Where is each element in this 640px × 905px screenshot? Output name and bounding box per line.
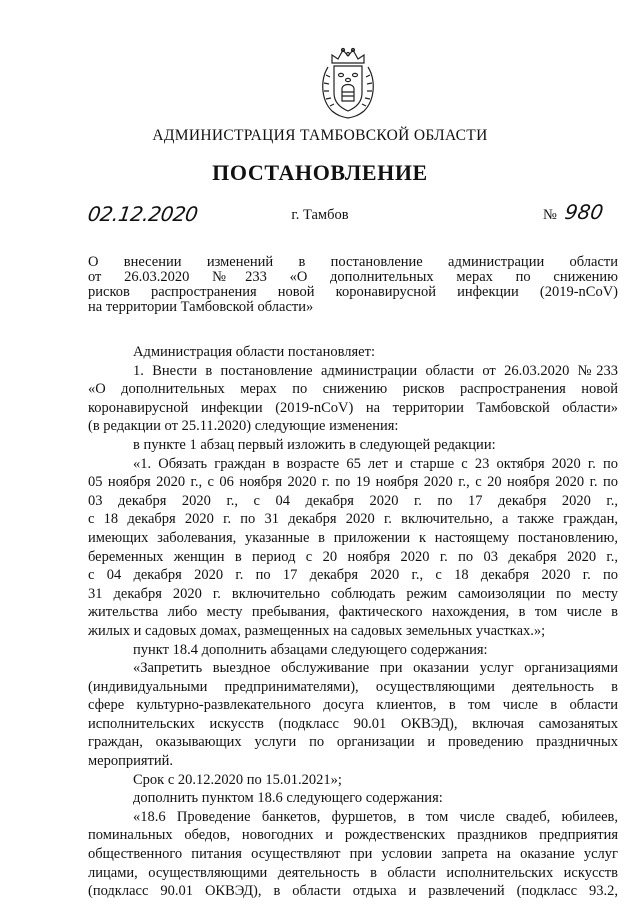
document-subject xyxy=(88,255,618,315)
body-line: 03 декабря 2020 г., с 04 декабря 2020 г. по 17 декабря 2020 г., xyxy=(88,492,618,509)
body-line: жилых и садовых домах, размещенных на садовых земельных участках.»; xyxy=(88,622,546,639)
body-line: граждан, оказывающих услуги по организации и проведению праздничных xyxy=(88,734,618,751)
subject-line: от 26.03.2020 №233 «О дополнительных мерах по снижению xyxy=(88,269,618,285)
body-line: с 18 декабря 2020 г. по 31 декабря 2020 г. включительно, а также граждан, xyxy=(88,511,618,528)
body-line: с 04 декабря 2020 г. по 17 декабря 2020 г., с 18 декабря 2020 г. по xyxy=(88,567,618,584)
organization-name: АДМИНИСТРАЦИЯ ТАМБОВСКОЙ ОБЛАСТИ xyxy=(152,127,488,144)
body-line: «О дополнительных мерах по снижению рисков распространения новой xyxy=(88,381,618,398)
body-line: коронавирусной инфекции (2019-nCoV) на территории Тамбовской области» xyxy=(88,399,618,416)
body-line: исполнительских искусств (подкласс 90.01 ОКВЭД), включая самозанятых xyxy=(88,715,618,732)
body-line: 31 декабря 2020 г. включительно соблюдать режим самоизоляции по месту xyxy=(88,585,618,602)
city-name: г. Тамбов xyxy=(291,207,349,223)
body-line: поминальных обедов, новогодних и рождественских праздников предприятия xyxy=(88,827,618,844)
subject-line: рисков распространения новой коронавирусной инфекции (2019-nCoV) xyxy=(88,284,618,300)
handwritten-date: 02.12.2020 xyxy=(86,202,200,226)
handwritten-number: 980 xyxy=(563,200,605,224)
document-body xyxy=(88,343,618,901)
subject-line: на территории Тамбовской области» xyxy=(88,299,314,315)
body-line: лицами, осуществляющими деятельность в области исполнительских искусств xyxy=(88,864,618,881)
body-line: Администрация области постановляет: xyxy=(133,344,375,360)
body-line: Срок с 20.12.2020 по 15.01.2021»; xyxy=(133,771,342,788)
body-line: 05 ноября 2020 г., с 06 ноября 2020 г. по 19 ноября 2020 г., с 20 ноября 2020 г. по xyxy=(88,474,618,491)
body-line: мероприятий. xyxy=(88,753,174,770)
coat-of-arms-icon xyxy=(318,45,378,120)
body-line: общественного питания осуществляют при условии запрета на оказание услуг xyxy=(88,846,618,863)
body-line: сфере культурно-развлекательного досуга клиентов, в том числе в области xyxy=(88,697,618,714)
body-line: беременных женщин в период с 20 ноября 2020 г. по 03 декабря 2020 г., xyxy=(88,548,618,565)
body-line: имеющих заболевания, указанные в приложении к настоящему постановлению, xyxy=(88,529,618,546)
body-line: «18.6 Проведение банкетов, фуршетов, в том числе свадеб, юбилеев, xyxy=(133,808,618,825)
body-line: (индивидуальными предпринимателями), осуществляющими деятельность в xyxy=(88,678,618,695)
subject-line: О внесении изменений в постановление администрации области xyxy=(88,254,618,270)
body-line: дополнить пунктом 18.6 следующего содержания: xyxy=(133,790,443,807)
document-type-title: ПОСТАНОВЛЕНИЕ xyxy=(212,160,428,185)
body-line: жительства либо месту пребывания, фактического нахождения, в том числе в xyxy=(88,604,618,621)
body-line: пункт 18.4 дополнить абзацами следующего содержания: xyxy=(133,641,488,658)
body-line: «1. Обязать граждан в возрасте 65 лет и старше с 23 октября 2020 г. по xyxy=(133,455,618,472)
body-line: (в редакции от 25.11.2020) следующие изменения: xyxy=(88,418,399,435)
number-label: № xyxy=(543,207,557,223)
body-line: 1. Внести в постановление администрации области от 26.03.2020 №233 xyxy=(133,362,618,379)
body-line: (подкласс 90.01 ОКВЭД), в области отдыха и развлечений (подкласс 93.2, xyxy=(88,883,618,900)
body-line: в пункте 1 абзац первый изложить в следующей редакции: xyxy=(133,436,496,453)
body-line: «Запретить выездное обслуживание при оказании услуг организациями xyxy=(133,660,618,677)
